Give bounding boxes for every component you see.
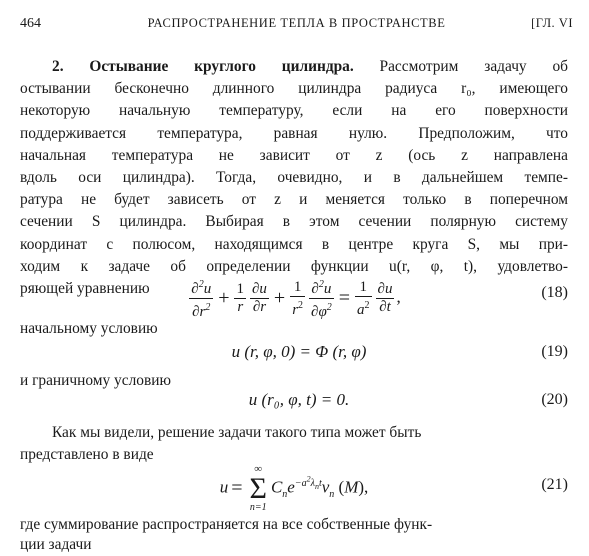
paragraph-line: Как мы видели, решение задачи такого типа может быть (52, 424, 422, 441)
text-line: остывании бесконечно длинного цилиндра радиуса r₀, имеющего (20, 80, 568, 98)
equation-number: (21) (541, 476, 568, 493)
page-header (20, 16, 573, 36)
text-line: ряющей уравнению (20, 280, 150, 298)
text-line: 2. Остывание круглого цилиндра. Рассмотрим задачу об (52, 58, 568, 75)
paragraph-line: где суммирование распространяется на все собственные функ- (20, 516, 433, 533)
text-line: вдоль оси цилиндра). Тогда, очевидно, и в дальнейшем темпе- (20, 169, 568, 187)
equation-18 (20, 276, 568, 320)
boundary-condition-formula: u (r₀, φ, t) = 0. (248, 390, 350, 409)
section-paragraph (20, 56, 568, 300)
text-line: ходим к задаче об определении функции u(r, φ, t), удовлетво- (20, 257, 568, 275)
boundary-condition-label: и граничному условию (20, 372, 171, 389)
paragraph-line: ции задачи (20, 536, 92, 553)
chapter-label: [ГЛ. VI (531, 16, 573, 30)
text-line: начальная температура не зависит от z (ось z направлена (20, 146, 568, 164)
series-solution-formula: u = ∞ Σ n=1 $C_ne^{-a^2\lambda_nt}v_n$ (M), (219, 463, 369, 513)
equation-number: (19) (541, 343, 568, 360)
text-line: ратура не будет зависеть от z и меняется только в поперечном (20, 191, 568, 209)
running-title: РАСПРОСТРАНЕНИЕ ТЕПЛА В ПРОСТРАНСТВЕ (147, 16, 446, 30)
heat-equation-formula: $\frac{\partial^2u}{\partial r^2}$ + $\frac{1}{r}$ $\frac{\partial u}{\partial r}$ + $\frac{1}{r^2}$ $\frac{\partial^2u}{\partial\varphi^2}$ = $\frac{1}{a^2}$ $\frac{\partial u}{\partial t}$ , (20, 276, 568, 321)
equation-21 (20, 462, 568, 512)
text-line: поддерживается температура, равная нулю. Предположим, что (20, 124, 568, 142)
initial-condition-label: начальному условию (20, 320, 158, 337)
text-line: некоторую начальную температуру, если на его поверхности (20, 102, 568, 120)
equation-number: (18) (541, 284, 568, 301)
initial-condition-formula: u (r, φ, 0) = Φ (r, φ) (231, 342, 367, 361)
text-line: координат с полюсом, находящимся в центре круга S, мы при- (20, 235, 568, 253)
equation-19 (20, 342, 568, 366)
page-number: 464 (20, 16, 41, 31)
text-line: сечении S цилиндра. Выбирая в этом сечении полярную систему (20, 213, 568, 231)
equation-number: (20) (541, 391, 568, 408)
paragraph-line: представлено в виде (20, 446, 154, 463)
equation-20 (20, 390, 568, 414)
section-heading: 2. Остывание круглого цилиндра. (52, 58, 354, 75)
